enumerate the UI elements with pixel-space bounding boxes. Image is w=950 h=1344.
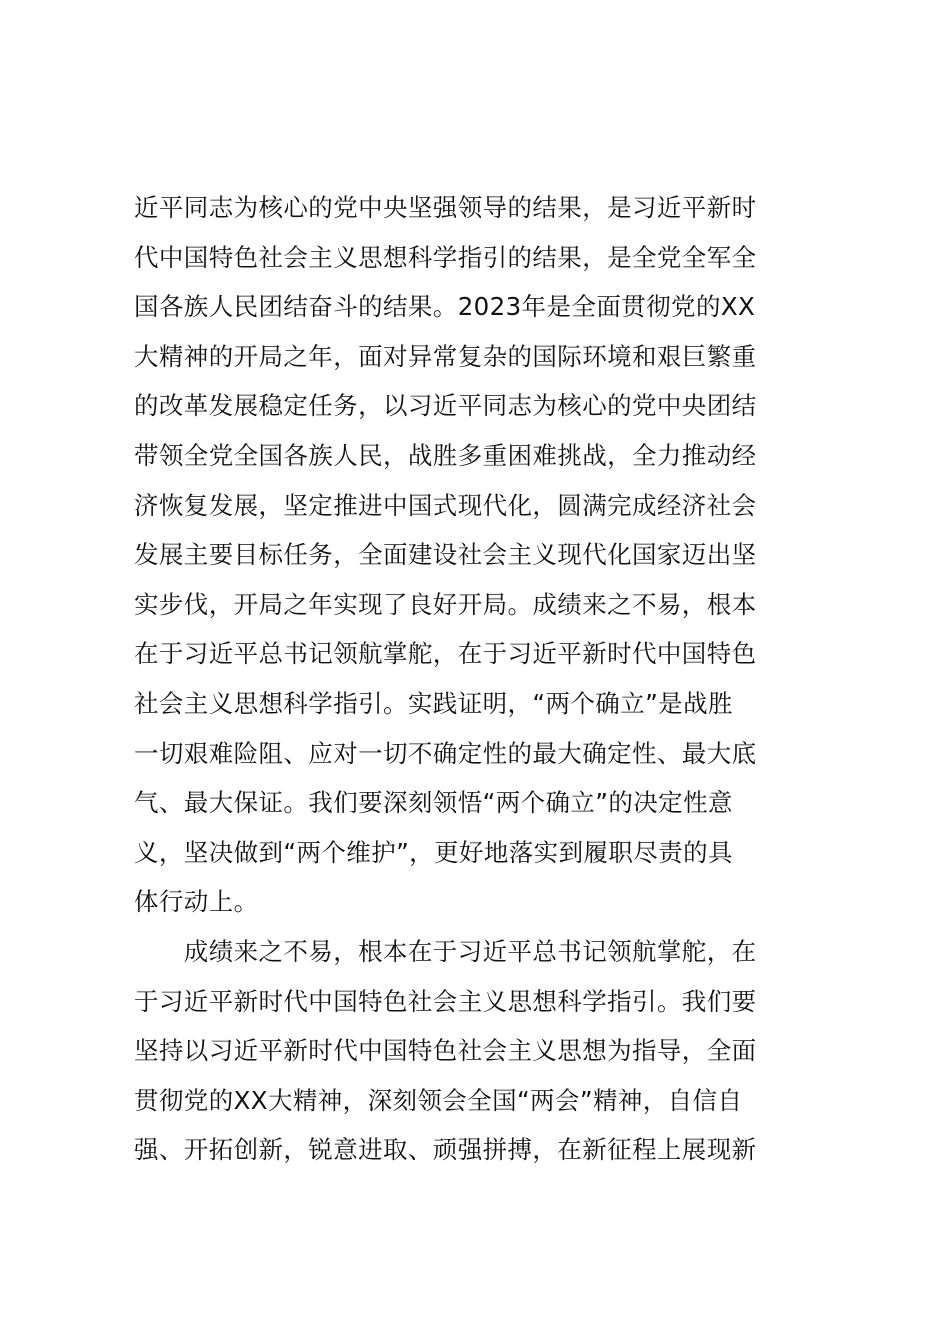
- text-line: 一切艰难险阻、应对一切不确定性的最大确定性、最大底: [134, 738, 757, 768]
- text-line: 于习近平新时代中国特色社会主义思想科学指引。我们要: [134, 986, 757, 1016]
- text-line: 大精神的开局之年，面对异常复杂的国际环境和艰巨繁重: [134, 341, 757, 371]
- text-line: 贯彻党的XX大精神，深刻领会全国“两会”精神，自信自: [134, 1085, 743, 1115]
- text-line: 发展主要目标任务，全面建设社会主义现代化国家迈出坚: [134, 540, 757, 570]
- document-body: [134, 183, 844, 1175]
- text-line: 社会主义思想科学指引。实践证明，“两个确立”是战胜: [134, 688, 733, 718]
- text-line: 的改革发展稳定任务，以习近平同志为核心的党中央团结: [134, 391, 757, 421]
- text-line: 在于习近平总书记领航掌舵，在于习近平新时代中国特色: [134, 639, 757, 669]
- text-line: 气、最大保证。我们要深刻领悟“两个确立”的决定性意: [134, 788, 733, 818]
- text-line: 义，坚决做到“两个维护”，更好地落实到履职尽责的具: [134, 837, 733, 867]
- text-line: 坚持以习近平新时代中国特色社会主义思想为指导，全面: [134, 1036, 757, 1066]
- text-line: 济恢复发展，坚定推进中国式现代化，圆满完成经济社会: [134, 490, 757, 520]
- text-line: 强、开拓创新，锐意进取、顽强拼搏，在新征程上展现新: [134, 1135, 757, 1165]
- text-line: 成绩来之不易，根本在于习近平总书记领航掌舵，在: [134, 936, 757, 966]
- text-line: 国各族人民团结奋斗的结果。2023年是全面贯彻党的XX: [134, 292, 756, 322]
- text-line: 体行动上。: [134, 887, 259, 917]
- text-line: 实步伐，开局之年实现了良好开局。成绩来之不易，根本: [134, 589, 757, 619]
- text-line: 带领全党全国各族人民，战胜多重困难挑战，全力推动经: [134, 440, 757, 470]
- text-line: 代中国特色社会主义思想科学指引的结果，是全党全军全: [134, 242, 757, 272]
- text-line: 近平同志为核心的党中央坚强领导的结果，是习近平新时: [134, 193, 757, 222]
